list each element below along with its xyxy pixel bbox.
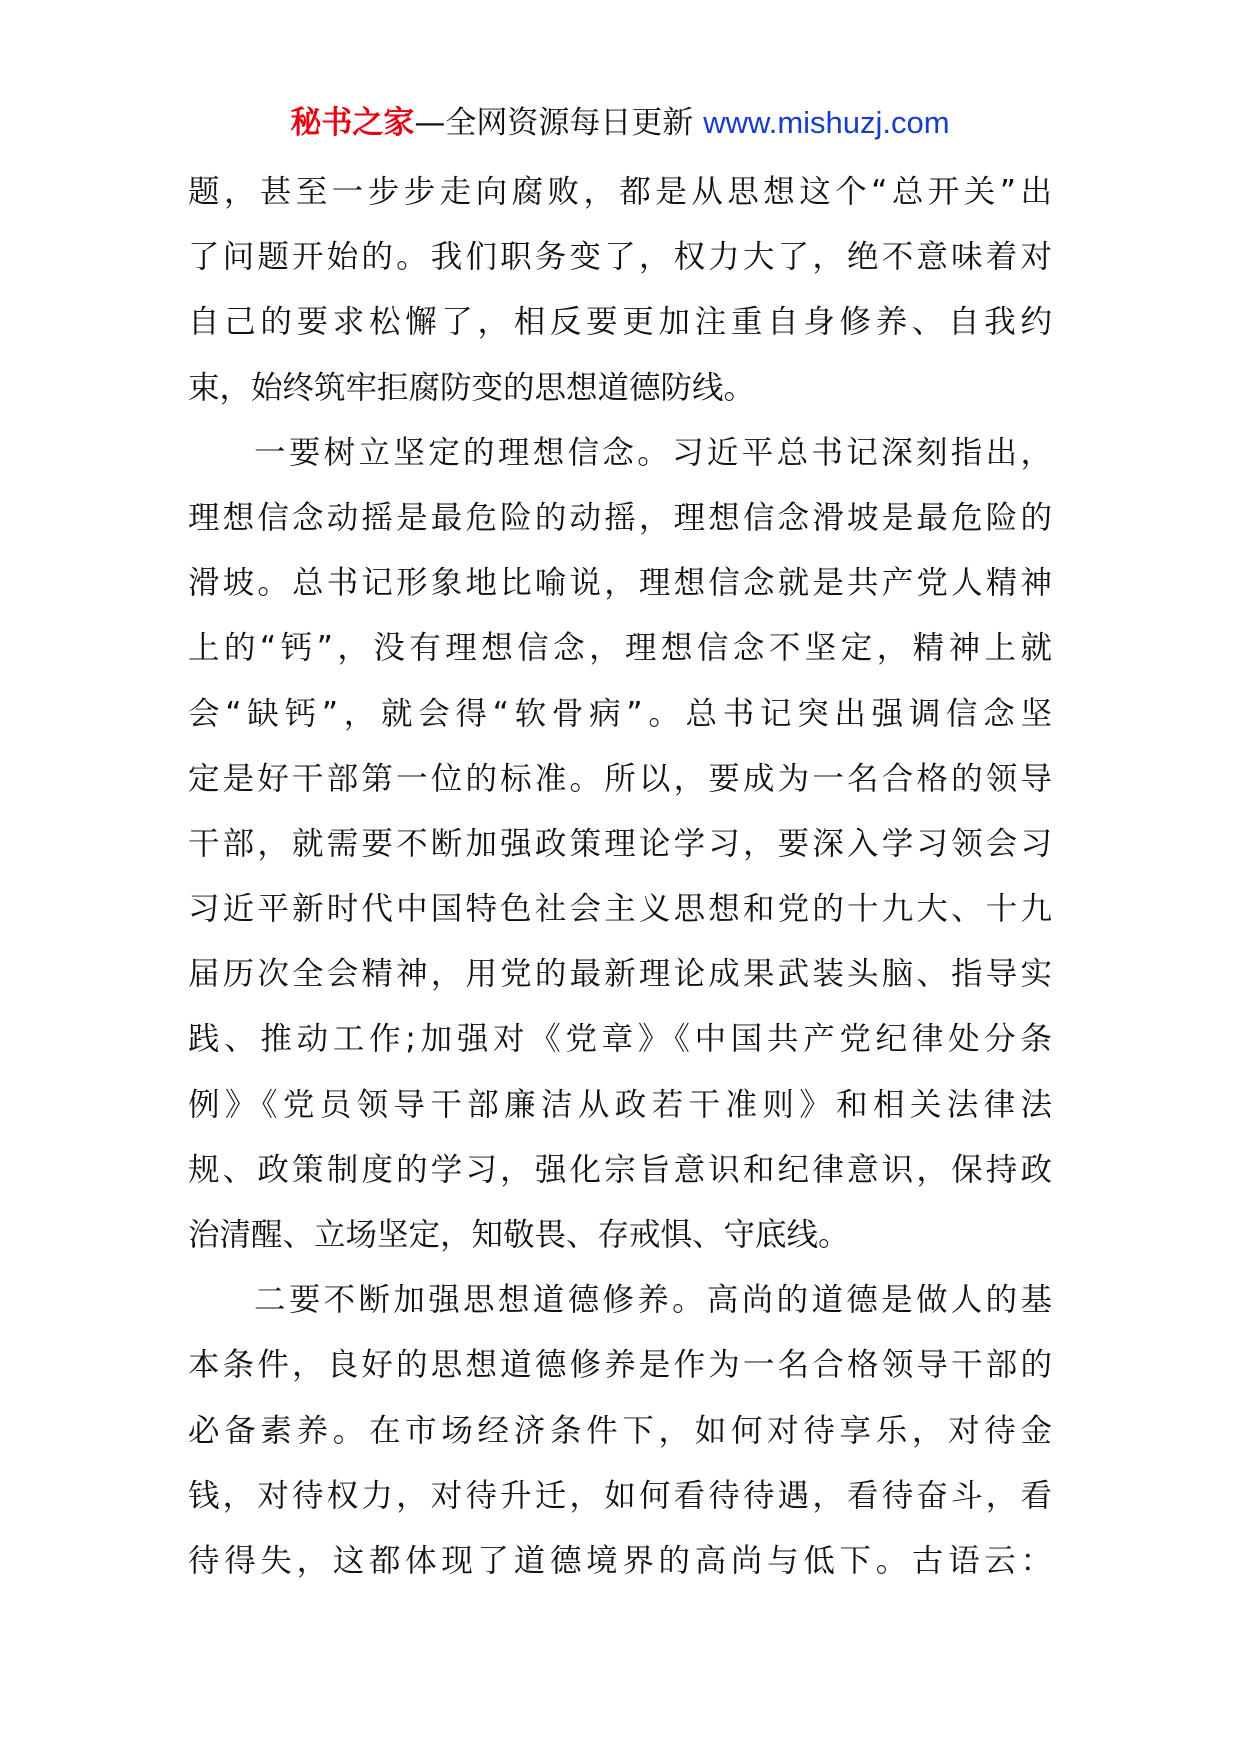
text-line: 干部，就需要不断加强政策理论学习，要深入学习领会习 (188, 825, 1052, 862)
paragraph-start-line: 二要不断加强思想道德修养。高尚的道德是做人的基 (254, 1282, 1052, 1319)
text-line: 例》《党员领导干部廉洁从政若干准则》和相关法律法 (188, 1086, 1052, 1123)
paragraph-start-line: 一要树立坚定的理想信念。习近平总书记深刻指出， (254, 434, 1052, 471)
watermark-url: www.mishuzj.com (703, 105, 950, 140)
text-line: 本条件，良好的思想道德修养是作为一名合格领导干部的 (188, 1347, 1052, 1384)
text-line: 上的“钙”，没有理想信念，理想信念不坚定，精神上就 (188, 630, 1052, 667)
text-line: 滑坡。总书记形象地比喻说，理想信念就是共产党人精神 (188, 565, 1052, 602)
text-line: 习近平新时代中国特色社会主义思想和党的十九大、十九 (188, 891, 1052, 928)
watermark-brand: 秘书之家 (290, 105, 415, 141)
text-line: 治清醒、立场坚定，知敬畏、存戒惧、守底线。 (188, 1217, 850, 1253)
text-line: 题，甚至一步步走向腐败，都是从思想这个“总开关”出 (188, 174, 1052, 210)
text-line: 践、推动工作;加强对《党章》《中国共产党纪律处分条 (188, 1021, 1052, 1058)
text-line: 理想信念动摇是最危险的动摇，理想信念滑坡是最危险的 (188, 499, 1052, 536)
text-line: 定是好干部第一位的标准。所以，要成为一名合格的领导 (188, 760, 1052, 797)
text-line: 束，始终筑牢拒腐防变的思想道德防线。 (188, 369, 756, 406)
text-line: 规、政策制度的学习，强化宗旨意识和纪律意识，保持政 (188, 1151, 1052, 1188)
text-line: 届历次全会精神，用党的最新理论成果武装头脑、指导实 (188, 956, 1052, 993)
watermark-tagline: —全网资源每日更新 (414, 105, 694, 141)
text-line: 了问题开始的。我们职务变了，权力大了，绝不意味着对 (188, 239, 1052, 276)
text-line: 待得失，这都体现了道德境界的高尚与低下。古语云： (188, 1542, 1052, 1579)
text-line: 自己的要求松懈了，相反要更加注重自身修养、自我约 (188, 304, 1052, 341)
text-line: 钱，对待权力，对待升迁，如何看待待遇，看待奋斗，看 (188, 1477, 1052, 1514)
body-text (188, 160, 1052, 1594)
text-line: 必备素养。在市场经济条件下，如何对待享乐，对待金 (188, 1412, 1052, 1449)
watermark-header (0, 101, 1240, 145)
text-line: 会“缺钙”，就会得“软骨病”。总书记突出强调信念坚 (188, 695, 1052, 732)
